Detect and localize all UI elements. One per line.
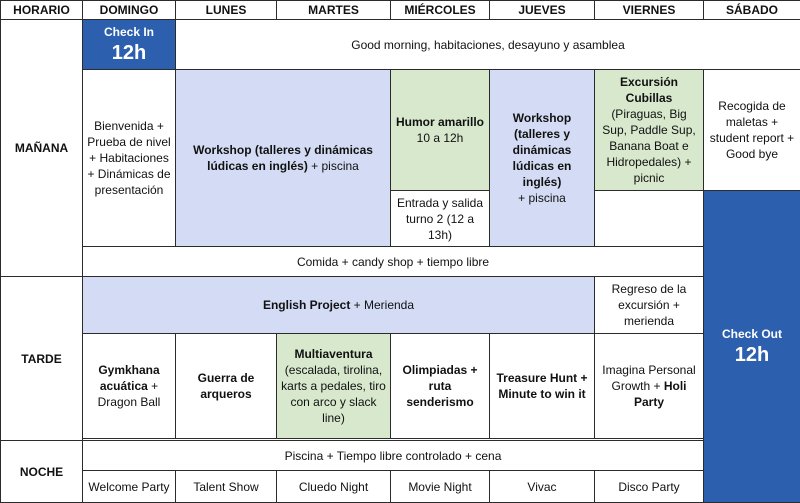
workshop-lunes-martes-cell: [176, 70, 391, 247]
night-miercoles: Movie Night: [391, 471, 490, 503]
sabado-manana-cell: Recogida de maletas + student report + Good bye: [704, 70, 800, 191]
excursion-cubillas-cell: [595, 70, 704, 191]
multiaventura-details: (escalada, tirolina, karts a pedales, tiro con arco y slack line): [281, 363, 386, 425]
regreso-cell: Regreso de la excursión + merienda: [595, 277, 704, 334]
workshop-j-rest: + piscina: [518, 191, 566, 205]
night-viernes: Disco Party: [595, 471, 704, 503]
check-in-label: Check In: [86, 24, 172, 40]
treasure-hunt-cell: Treasure Hunt + Minute to win it: [490, 334, 595, 439]
gymkhana-cell: [83, 334, 176, 439]
humor-time: 10 a 12h: [417, 131, 464, 145]
english-title: English Project: [263, 298, 350, 312]
viernes-empty-cell: [595, 191, 704, 247]
comida-cell: Comida + candy shop + tiempo libre: [83, 247, 704, 277]
english-rest: + Merienda: [350, 298, 414, 312]
humor-title: Humor amarillo: [394, 114, 486, 130]
imagina-pre: Imagina Personal Growth +: [602, 363, 695, 393]
workshop-lm-rest: + piscina: [308, 159, 359, 173]
morning-banner: Good morning, habitaciones, desayuno y asamblea: [176, 20, 800, 70]
multiaventura-cell: [277, 334, 391, 439]
workshop-jueves-cell: [490, 70, 595, 247]
olimpiadas-cell: Olimpiadas + ruta senderismo: [391, 334, 490, 439]
imagina-cell: [595, 334, 704, 439]
header-martes: MARTES: [277, 1, 391, 20]
excursion-title: Excursión Cubillas: [598, 74, 700, 106]
piscina-cell: Piscina + Tiempo libre controlado + cena: [83, 441, 704, 471]
check-in-cell: [83, 20, 176, 70]
header-sabado: SÁBADO: [704, 1, 800, 20]
gymkhana-rest: + Dragon Ball: [98, 379, 161, 409]
night-martes: Cluedo Night: [277, 471, 391, 503]
row-label-tarde: TARDE: [1, 277, 83, 441]
check-in-time: 12h: [86, 40, 172, 66]
header-lunes: LUNES: [176, 1, 277, 20]
check-out-label: Check Out: [707, 326, 797, 342]
row-label-manana: MAÑANA: [1, 20, 83, 277]
header-miercoles: MIÉRCOLES: [391, 1, 490, 20]
workshop-j-title: Workshop (talleres y dinámicas lúdicas en inglés): [493, 110, 591, 190]
guerra-cell: Guerra de arqueros: [176, 334, 277, 439]
check-out-time: 12h: [707, 342, 797, 368]
night-jueves: Vivac: [490, 471, 595, 503]
humor-amarillo-cell: [391, 70, 490, 191]
header-viernes: VIERNES: [595, 1, 704, 20]
domingo-manana-cell: Bienvenida + Prueba de nivel + Habitaciones + Dinámicas de presentación: [83, 70, 176, 247]
night-domingo: Welcome Party: [83, 471, 176, 503]
night-lunes: Talent Show: [176, 471, 277, 503]
excursion-details: (Piraguas, Big Sup, Paddle Sup, Banana Boat e Hidropedales) + picnic: [602, 107, 695, 185]
holi-party: Holi Party: [634, 379, 687, 409]
row-label-noche: NOCHE: [1, 441, 83, 503]
entrada-salida-cell: Entrada y salida turno 2 (12 a 13h): [391, 191, 490, 247]
check-out-cell: [704, 191, 800, 503]
english-project-cell: [83, 277, 595, 334]
header-jueves: JUEVES: [490, 1, 595, 20]
workshop-lm-title: Workshop (talleres y dinámicas lúdicas en inglés): [193, 143, 373, 173]
multiaventura-title: Multiaventura: [280, 346, 387, 362]
header-row: [1, 1, 800, 20]
header-horario: HORARIO: [1, 1, 83, 20]
header-domingo: DOMINGO: [83, 1, 176, 20]
gymkhana-title: Gymkhana acuática: [98, 363, 159, 393]
